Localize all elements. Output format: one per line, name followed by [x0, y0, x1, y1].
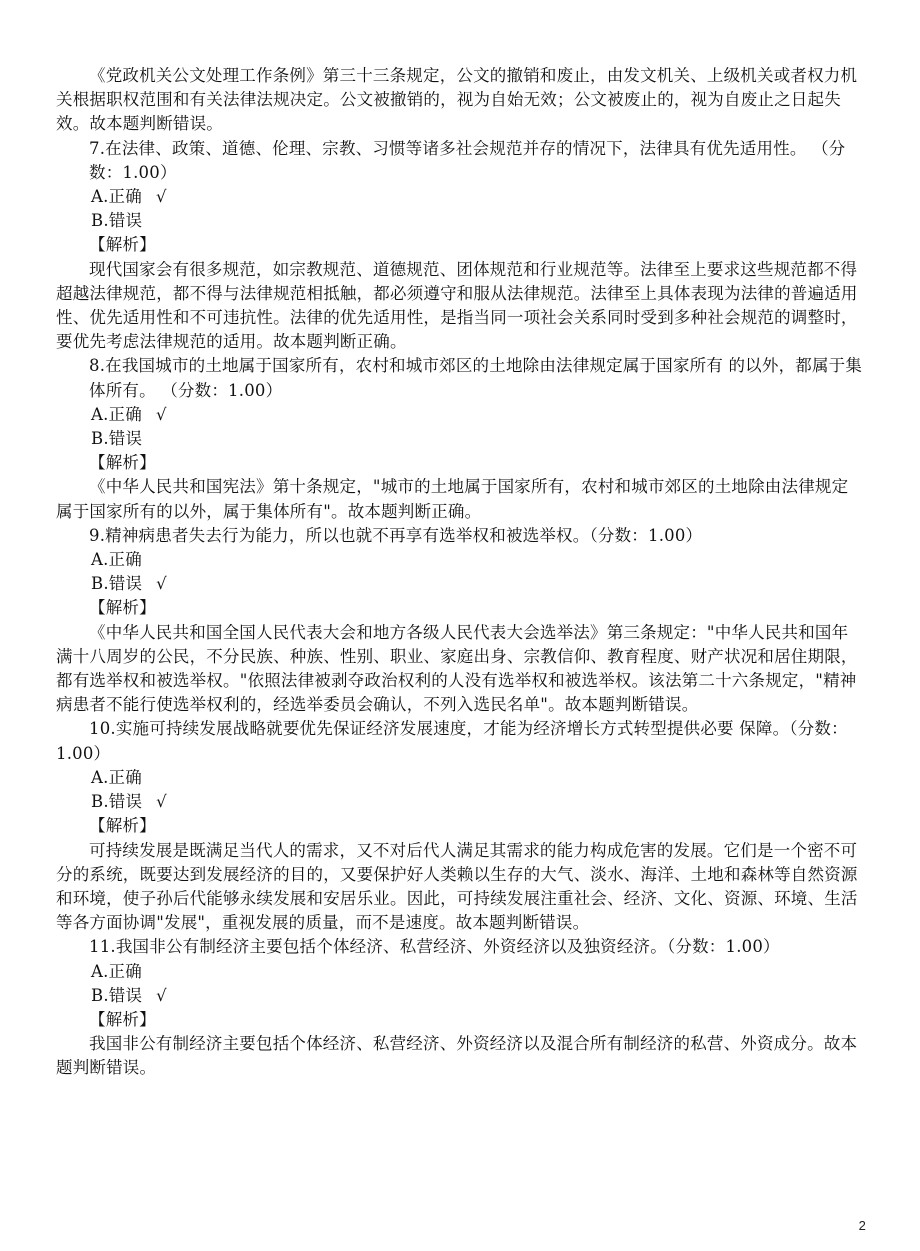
option-b [56, 209, 864, 233]
question-10 [56, 717, 864, 935]
answer-check-mark: √ [156, 574, 167, 594]
answer-check-mark: √ [156, 985, 167, 1005]
question-11 [56, 935, 864, 1080]
option-a [56, 960, 864, 984]
option-b [56, 427, 864, 451]
analysis-label: 【解析】 [89, 235, 156, 255]
option-a-label: A.正确 [91, 404, 142, 424]
option-a [56, 766, 864, 790]
question-stem: 11.我国非公有制经济主要包括个体经济、私营经济、外资经济以及独资经济。（分数：1.00） [89, 937, 780, 957]
option-a-label: A.正确 [91, 550, 142, 570]
question-stem: 8.在我国城市的土地属于国家所有，农村和城市郊区的土地除由法律规定属于国家所有 的以外，都属于集体所有。 （分数：1.00） [89, 356, 863, 400]
option-b-label: B.错误 [91, 985, 143, 1005]
question-stem: 7.在法律、政策、道德、伦理、宗教、习惯等诸多社会规范并存的情况下，法律具有优先适用性。 （分数：1.00） [89, 138, 846, 182]
option-b [56, 984, 864, 1008]
analysis-label: 【解析】 [89, 1009, 156, 1029]
question-stem: 10.实施可持续发展战略就要优先保证经济发展速度，才能为经济增长方式转型提供必要 保障。（分数：1.00） [56, 719, 848, 763]
question-stem: 9.精神病患者失去行为能力，所以也就不再享有选举权和被选举权。（分数：1.00） [89, 525, 703, 545]
analysis-text: 可持续发展是既满足当代人的需求，又不对后代人满足其需求的能力构成危害的发展。它们是一个密不可分的系统，既要达到发展经济的目的，又要保护好人类赖以生存的大气、淡水、海洋、土地和森林等自然资源和环境，使子孙后代能够永续发展和安居乐业。因此，可持续发展注重社会、经济、文化、资源、环境、生活等各方面协调"发展"，重视发展的质量，而不是速度。故本题判断错误。 [56, 840, 858, 933]
option-a-label: A.正确 [91, 187, 142, 207]
option-a-label: A.正确 [91, 767, 142, 787]
analysis-text: 我国非公有制经济主要包括个体经济、私营经济、外资经济以及混合所有制经济的私营、外资成分。故本题判断错误。 [56, 1034, 858, 1078]
option-a [56, 548, 864, 572]
option-b-label: B.错误 [91, 211, 143, 231]
option-b [56, 572, 864, 596]
option-b-label: B.错误 [91, 792, 143, 812]
question-7 [56, 137, 864, 355]
question-8 [56, 354, 864, 523]
page-number: 2 [858, 1218, 866, 1233]
intro-paragraph: 《党政机关公文处理工作条例》第三十三条规定，公文的撤销和废止，由发文机关、上级机关或者权力机关根据职权范围和有关法律法规决定。公文被撤销的，视为自始无效；公文被废止的，视为自废止之日起失效。故本题判断错误。 [56, 66, 858, 134]
analysis-text: 现代国家会有很多规范，如宗教规范、道德规范、团体规范和行业规范等。法律至上要求这些规范都不得超越法律规范，都不得与法律规范相抵触，都必须遵守和服从法律规范。法律至上具体表现为法律的普遍适用性、优先适用性和不可违抗性。法律的优先适用性，是指当同一项社会关系同时受到多种社会规范的调整时，要优先考虑法律规范的适用。故本题判断正确。 [56, 259, 858, 352]
option-a-label: A.正确 [91, 961, 142, 981]
answer-check-mark: √ [155, 404, 167, 424]
analysis-text: 《中华人民共和国宪法》第十条规定，"城市的土地属于国家所有，农村和城市郊区的土地除由法律规定属于国家所有的以外，属于集体所有"。故本题判断正确。 [56, 477, 849, 521]
question-9 [56, 524, 864, 718]
option-b-label: B.错误 [91, 429, 143, 449]
analysis-text: 《中华人民共和国全国人民代表大会和地方各级人民代表大会选举法》第三条规定："中华人民共和国年满十八周岁的公民，不分民族、种族、性别、职业、家庭出身、宗教信仰、教育程度、财产状况和居住期限，都有选举权和被选举权。"依照法律被剥夺政治权利的人没有选举权和被选举权。该法第二十六条规定，"精神病患者不能行使选举权利的，经选举委员会确认，不列入选民名单"。故本题判断错误。 [56, 622, 858, 715]
answer-check-mark: √ [156, 792, 167, 812]
analysis-label: 【解析】 [89, 816, 156, 836]
option-a [56, 403, 864, 427]
option-b-label: B.错误 [91, 574, 143, 594]
option-a [56, 185, 864, 209]
analysis-label: 【解析】 [89, 453, 156, 473]
option-b [56, 790, 864, 814]
analysis-label: 【解析】 [89, 598, 156, 618]
answer-check-mark: √ [155, 187, 167, 207]
